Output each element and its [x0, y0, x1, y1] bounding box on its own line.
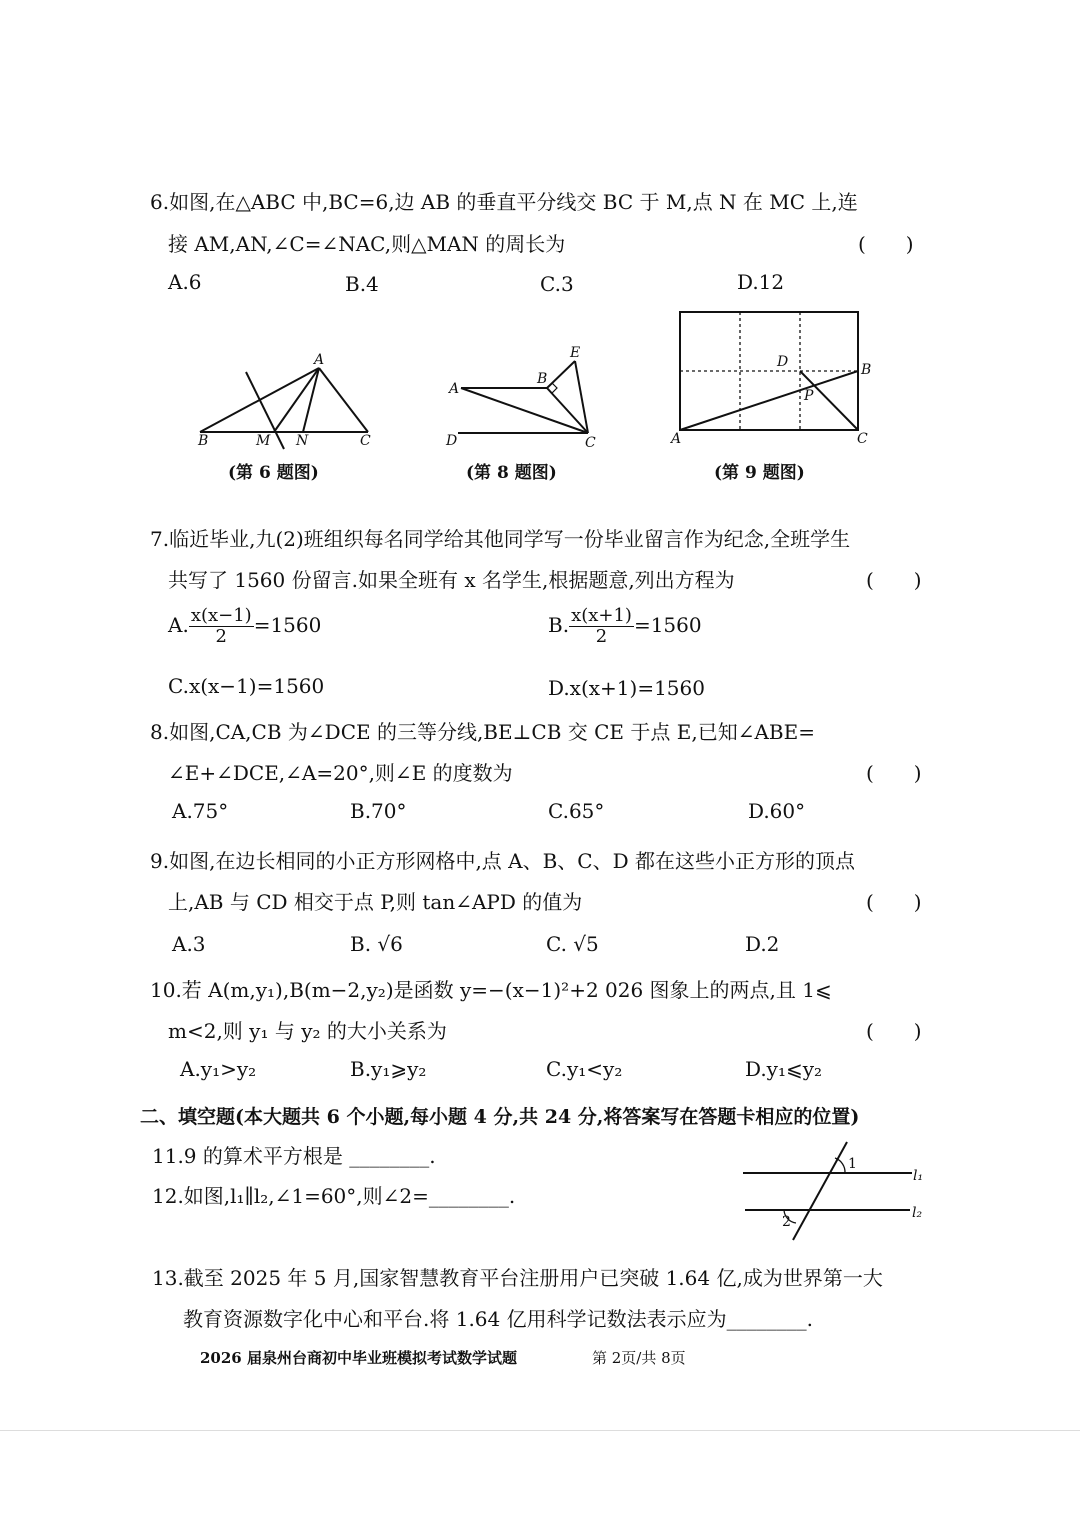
q9-option-b: B. √6 [350, 932, 403, 956]
q8-option-c: C.65° [548, 799, 605, 823]
q8-answer-paren: ( ) [866, 761, 922, 785]
fig8-caption: (第 8 题图) [466, 463, 557, 483]
fig8-label-e: E [570, 345, 581, 361]
q7-line1: 7.临近毕业,九(2)班组织每名同学给其他同学写一份毕业留言作为纪念,全班学生 [150, 527, 851, 551]
fig8-label-b: B [537, 371, 548, 387]
fig12-label-l2: l₂ [912, 1205, 923, 1221]
fig12-angle-2: 2 [782, 1214, 791, 1230]
q8-line1: 8.如图,CA,CB 为∠DCE 的三等分线,BE⊥CB 交 CE 于点 E,已知∠ABE= [150, 720, 815, 744]
q10-option-c: C.y₁<y₂ [546, 1057, 623, 1081]
q8-option-b: B.70° [350, 799, 407, 823]
q9-line2: 上,AB 与 CD 相交于点 P,则 tan∠APD 的值为 [168, 890, 583, 914]
footer-page-number: 第 2页/共 8页 [592, 1349, 686, 1367]
q9-option-d: D.2 [745, 932, 780, 956]
fig8-label-a: A [449, 381, 460, 397]
fig6-caption: (第 6 题图) [228, 463, 319, 483]
q7-option-a: A. $\frac{x(x-1)}{2}$ =1560 [168, 605, 322, 647]
fig6-label-a: A [314, 352, 325, 368]
q10-answer-paren: ( ) [866, 1019, 922, 1043]
q8-option-a: A.75° [172, 799, 229, 823]
q10-option-d: D.y₁⩽y₂ [745, 1057, 823, 1081]
q12-text: 12.如图,l₁∥l₂,∠1=60°,则∠2=________. [152, 1184, 516, 1208]
q7-option-d: D.x(x+1)=1560 [548, 676, 705, 700]
fig9-label-c: C [857, 431, 868, 447]
q6-option-a: A.6 [168, 270, 202, 294]
q9-option-a: A.3 [172, 932, 206, 956]
q6-line2: 接 AM,AN,∠C=∠NAC,则△MAN 的周长为 [168, 232, 566, 256]
q6-option-b: B.4 [345, 272, 379, 296]
section2-title: 二、填空题(本大题共 6 个小题,每小题 4 分,共 24 分,将答案写在答题卡相应的位置) [140, 1106, 860, 1128]
q13-line1: 13.截至 2025 年 5 月,国家智慧教育平台注册用户已突破 1.64 亿,成为世界第一大 [152, 1266, 883, 1290]
fig12-angle-1: 1 [848, 1156, 857, 1172]
fig6-label-m: M [256, 433, 271, 449]
fig9-label-b: B [861, 362, 872, 378]
q6-option-d: D.12 [737, 270, 785, 294]
q8-option-d: D.60° [748, 799, 806, 823]
figure-8 [458, 361, 588, 433]
fig9-label-d: D [777, 354, 789, 370]
q6-option-c: C.3 [540, 272, 574, 296]
q10-option-a: A.y₁>y₂ [180, 1057, 257, 1081]
fig8-label-d: D [446, 433, 458, 449]
q8-line2: ∠E+∠DCE,∠A=20°,则∠E 的度数为 [168, 761, 513, 785]
fig8-label-c: C [585, 435, 596, 451]
fig6-label-n: N [296, 433, 309, 449]
footer-title: 2026 届泉州台商初中毕业班模拟考试数学试题 [200, 1349, 517, 1367]
page-bottom-divider [0, 1430, 1080, 1431]
fig12-label-l1: l₁ [913, 1168, 924, 1184]
q13-line2: 教育资源数字化中心和平台.将 1.64 亿用科学记数法表示应为________. [183, 1307, 813, 1331]
q10-option-b: B.y₁⩾y₂ [350, 1057, 427, 1081]
q7-answer-paren: ( ) [866, 568, 922, 592]
q11-text: 11.9 的算术平方根是 ________. [152, 1144, 436, 1168]
fig6-label-b: B [198, 433, 209, 449]
q10-line1: 10.若 A(m,y₁),B(m−2,y₂)是函数 y=−(x−1)²+2 026 图象上的两点,且 1⩽ [150, 978, 832, 1002]
q9-answer-paren: ( ) [866, 890, 922, 914]
figure-12 [730, 1140, 930, 1245]
q10-line2: m<2,则 y₁ 与 y₂ 的大小关系为 [168, 1019, 447, 1043]
figure-9 [680, 312, 858, 430]
fig9-label-p: P [804, 388, 814, 404]
q6-line1: 6.如图,在△ABC 中,BC=6,边 AB 的垂直平分线交 BC 于 M,点 N 在 MC 上,连 [150, 190, 858, 214]
q9-option-c: C. √5 [546, 932, 599, 956]
q7-option-b: B. $\frac{x(x+1)}{2}$ =1560 [548, 605, 702, 647]
fig6-label-c: C [360, 433, 371, 449]
fig9-label-a: A [671, 431, 682, 447]
figure-6 [200, 368, 368, 449]
q7-line2: 共写了 1560 份留言.如果全班有 x 名学生,根据题意,列出方程为 [168, 568, 735, 592]
fig9-caption: (第 9 题图) [714, 463, 805, 483]
figures-svg [0, 0, 1080, 500]
q7-option-c: C.x(x−1)=1560 [168, 674, 325, 698]
q6-answer-paren: ( ) [858, 232, 914, 256]
q9-line1: 9.如图,在边长相同的小正方形网格中,点 A、B、C、D 都在这些小正方形的顶点 [150, 849, 855, 873]
